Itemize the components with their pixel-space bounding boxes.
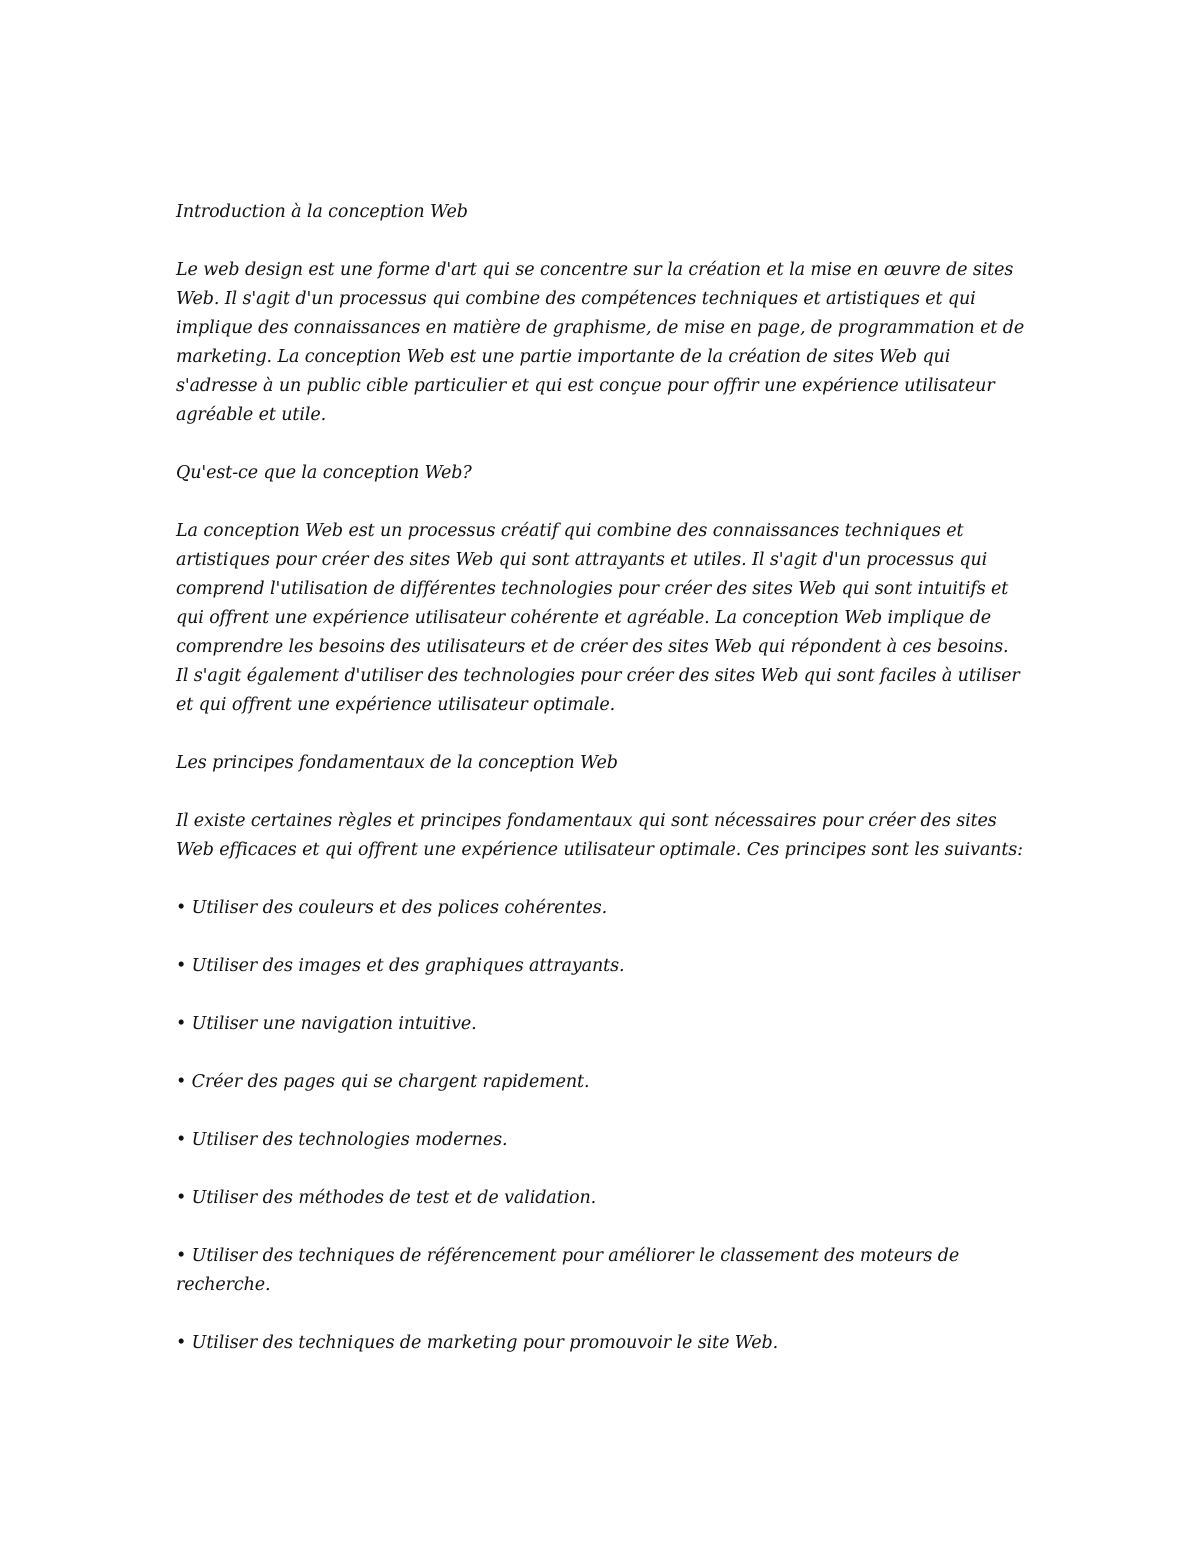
bullet-item: • Utiliser des méthodes de test et de validation.: [176, 1188, 597, 1208]
intro-title: Introduction à la conception Web: [176, 202, 468, 222]
intro-body: Le web design est une forme d'art qui se concentre sur la création et la mise en œuvre de sites Web. Il s'agit d'un processus qui combine des compétences techniques et artistiques et qui implique des connaissances en matière de graphisme, de mise en page, de programmation et de marketing. La conception Web est une partie importante de la création de sites Web qui s'adresse à un public cible particulier et qui est conçue pour offrir une expérience utilisateur agréable et utile.: [176, 260, 1025, 425]
what-body: La conception Web est un processus créatif qui combine des connaissances techniques et artistiques pour créer des sites Web qui sont attrayants et utiles. Il s'agit d'un processus qui comprend l'utilisation de différentes technologies pour créer des sites Web qui sont intuitifs et qui offrent une expérience utilisateur cohérente et agréable. La conception Web implique de comprendre les besoins des utilisateurs et de créer des sites Web qui répondent à ces besoins. Il s'agit également d'utiliser des technologies pour créer des sites Web qui sont faciles à utiliser et qui offrent une expérience utilisateur optimale.: [176, 521, 1020, 715]
bullet-item: • Utiliser des technologies modernes.: [176, 1130, 508, 1150]
bullet-item: • Créer des pages qui se chargent rapidement.: [176, 1072, 590, 1092]
bullet-item: • Utiliser des images et des graphiques attrayants.: [176, 956, 625, 976]
bullet-item: • Utiliser des couleurs et des polices cohérentes.: [176, 898, 608, 918]
what-title: Qu'est-ce que la conception Web?: [176, 463, 472, 483]
principles-title: Les principes fondamentaux de la conception Web: [176, 753, 618, 773]
document-content: [176, 198, 1026, 1387]
bullet-item: • Utiliser des techniques de référencement pour améliorer le classement des moteurs de recherche.: [176, 1246, 960, 1295]
bullet-item: • Utiliser une navigation intuitive.: [176, 1014, 477, 1034]
bullet-item: • Utiliser des techniques de marketing pour promouvoir le site Web.: [176, 1333, 779, 1353]
principles-body: Il existe certaines règles et principes fondamentaux qui sont nécessaires pour créer des sites Web efficaces et qui offrent une expérience utilisateur optimale. Ces principes sont les suivants:: [176, 811, 1023, 860]
